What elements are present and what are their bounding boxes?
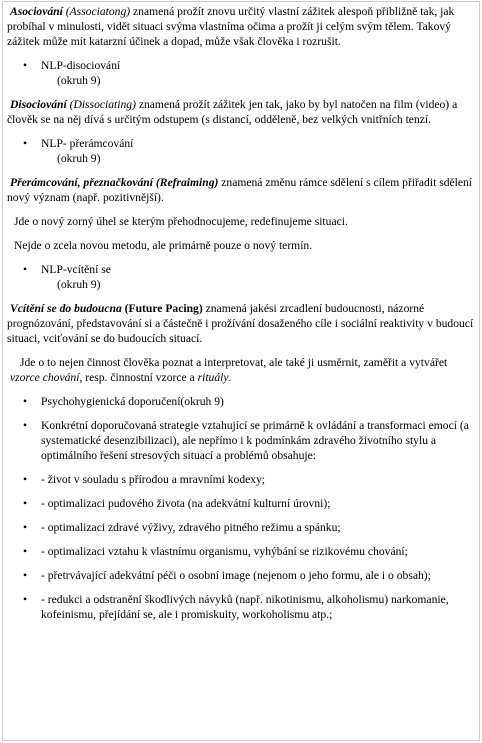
- bullet-list-1: [7, 58, 477, 88]
- list-item: [7, 418, 477, 463]
- document-content: [7, 4, 477, 622]
- list-item: [7, 394, 477, 409]
- bullet-icon: •: [23, 593, 28, 606]
- paragraph-text: znamená prožít zážitek jen tak, jako by byl natočen na film (video) a člověk se na něj dívá s určitým odstupem (s distancí, odděleně, bez velkých vnitřních tenzí.: [7, 98, 458, 126]
- bullet-icon: •: [23, 395, 28, 408]
- bullet-icon: •: [23, 59, 28, 72]
- list-item: [7, 262, 477, 292]
- list-item: [7, 568, 477, 583]
- paragraph-text: Jde o to nejen činnost člověka poznat a interpretovat, ale také ji usměrnit, zaměřit a vytvářet: [20, 356, 448, 369]
- list-item: [7, 544, 477, 559]
- term-associating: Asociování: [10, 5, 63, 18]
- list-item-label: NLP-vcítění se: [41, 263, 111, 276]
- list-item: [7, 58, 477, 88]
- list-item: [7, 592, 477, 622]
- list-item-label: - optimalizaci vztahu k vlastnímu organismu, vyhýbání se rizikovému chování;: [41, 545, 408, 558]
- paragraph-associating: [7, 4, 477, 49]
- bullet-icon: •: [23, 569, 28, 582]
- paragraph-reframing: [7, 175, 477, 205]
- paragraph-text: .: [228, 371, 232, 384]
- term-associating-en: (Associatong): [65, 5, 131, 18]
- paragraph-new-term: Nejde o zcela novou metodu, ale primárně pouze o nový termín.: [14, 239, 313, 252]
- list-item-sub: (okruh 9): [57, 74, 101, 87]
- term-dissociating-en: (Dissociating): [69, 98, 136, 111]
- list-item-label: NLP-disociování: [41, 59, 121, 72]
- term-dissociating: Disociování: [10, 98, 67, 111]
- bullet-icon: •: [23, 473, 28, 486]
- list-item-label: - redukci a odstranění škodlivých návyků (např. nikotinismu, alkoholismu) narkomanie, kofeinismu, přejídání se, ale i promiskuity, workoholismu atp.;: [41, 593, 449, 621]
- list-item-label: - optimalizaci pudového života (na adekvátní kulturní úrovni);: [41, 497, 331, 510]
- list-item: [7, 136, 477, 166]
- paragraph-behavior-patterns: [7, 355, 477, 385]
- list-item-label: - život v souladu s přírodou a mravními kodexy;: [41, 473, 266, 486]
- bullet-icon: •: [23, 545, 28, 558]
- bullet-icon: •: [23, 419, 28, 432]
- bullet-icon: •: [23, 497, 28, 510]
- list-item-label: Konkrétní doporučovaná strategie vztahující se primárně k ovládání a transformaci emocí (a systematické desenzibilizaci), ale nepřímo i k podmínkám zdravého životního stylu a optimálního řešení stresových situací a problémů obsahuje:: [41, 419, 469, 462]
- paragraph-text: znamená prožít znovu určitý vlastní zážitek alespoň přibližně tak, jak probíhal v minulosti, vidět situaci svýma vlastníma očima a prožít ji celým svým tělem. Takový zážitek může mít katarzní účinek a dopad, může však člověka i rozrušit.: [7, 5, 455, 48]
- bullet-list-2: [7, 136, 477, 166]
- paragraph-new-angle: Jde o nový zorný úhel se kterým přehodnocujeme, redefinujeme situaci.: [14, 215, 348, 228]
- list-item-sub: (okruh 9): [57, 152, 101, 165]
- bullet-icon: •: [23, 263, 28, 276]
- term-reframing: Přerámcování, přeznačkování (Refraiming): [10, 176, 219, 189]
- list-item-label: Psychohygienická doporučení(okruh 9): [41, 395, 224, 408]
- term-future-pacing: Vcítění se do budoucna: [10, 302, 122, 315]
- document-page: [2, 1, 480, 741]
- list-item-label: - optimalizaci zdravé výživy, zdravého pitného režimu a spánku;: [41, 521, 341, 534]
- list-item: [7, 496, 477, 511]
- term-behavior-patterns: vzorce chování: [10, 371, 80, 384]
- paragraph-text: znamená změnu rámce sdělení s cílem přiřadit sdělení nový význam (např. pozitivnější).: [7, 176, 473, 204]
- paragraph-future-pacing: [7, 301, 477, 346]
- term-rituals: rituály: [197, 371, 229, 384]
- list-item-sub: (okruh 9): [57, 278, 101, 291]
- term-future-pacing-en: (Future Pacing): [121, 302, 203, 315]
- paragraph-text: , resp. činnostní vzorce a: [79, 371, 198, 384]
- bullet-list-3: [7, 262, 477, 292]
- bullet-icon: •: [23, 521, 28, 534]
- list-item-label: NLP- přerámcování: [41, 137, 134, 150]
- paragraph-text: znamená jakési zrcadlení budoucnosti, názorné prognózování, představování si a částečně i prožívání dosaženého cíle i sociální reaktivity v budoucí situaci, vciťování se do budoucích situací.: [7, 302, 474, 345]
- bullet-icon: •: [23, 137, 28, 150]
- paragraph-dissociating: [7, 97, 477, 127]
- list-item: [7, 472, 477, 487]
- bullet-list-4: [7, 394, 477, 622]
- list-item: [7, 520, 477, 535]
- list-item-label: - přetrvávající adekvátní péči o osobní image (nejenom o jeho formu, ale i o obsah);: [41, 569, 431, 582]
